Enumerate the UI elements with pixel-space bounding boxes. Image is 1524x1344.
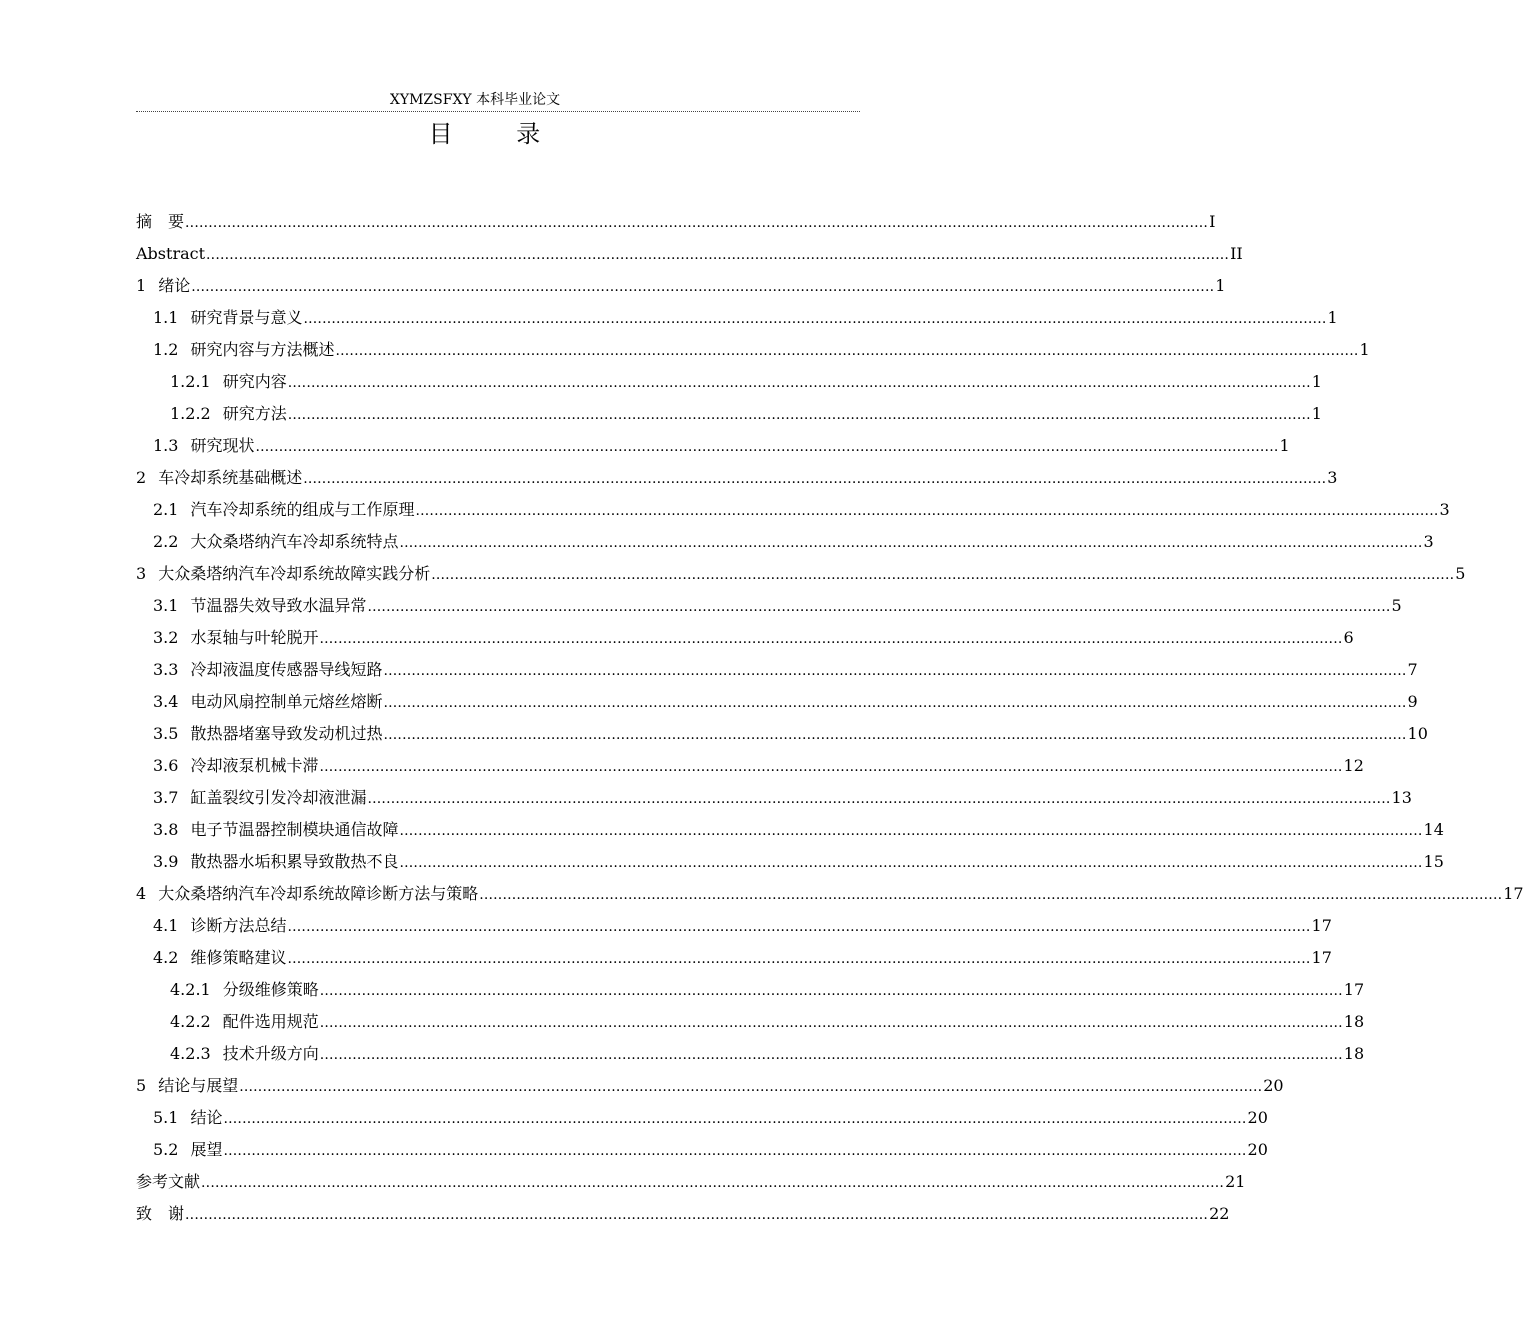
toc-entry-page-number: 1 xyxy=(1215,276,1226,295)
toc-entry-label: 绪论 xyxy=(158,276,191,295)
toc-entry-number: 1.2.2 xyxy=(170,404,211,423)
toc-entry-label: 电动风扇控制单元熔丝熔断 xyxy=(190,692,383,711)
toc-entry[interactable] xyxy=(136,1136,1268,1168)
toc-entry-page-number: 1 xyxy=(1359,340,1370,359)
toc-entry-label: 大众桑塔纳汽车冷却系统故障实践分析 xyxy=(158,564,431,583)
dot-leader: ............................................................................................................................................................................................................................ xyxy=(287,919,1311,935)
toc-entry-page-number: 18 xyxy=(1343,1044,1365,1063)
toc-entry-label: 研究内容与方法概述 xyxy=(190,340,335,359)
toc-entry-label: 结论与展望 xyxy=(158,1076,239,1095)
toc-entry-label: 大众桑塔纳汽车冷却系统故障诊断方法与策略 xyxy=(158,884,479,903)
toc-entry[interactable] xyxy=(136,624,1354,656)
toc-entry[interactable] xyxy=(136,816,1444,848)
toc-entry-page-number: 13 xyxy=(1391,788,1412,807)
toc-entry[interactable] xyxy=(136,368,1322,400)
toc-entry-label: 配件选用规范 xyxy=(222,1012,319,1031)
dot-leader: ............................................................................................................................................................................................................................ xyxy=(206,247,1230,263)
toc-entry-page-number: 12 xyxy=(1343,756,1364,775)
toc-entry-page-number: 21 xyxy=(1225,1172,1246,1191)
dot-leader: ............................................................................................................................................................................................................................ xyxy=(319,1047,1343,1063)
toc-entry[interactable] xyxy=(136,592,1402,624)
dot-leader: ............................................................................................................................................................................................................................ xyxy=(223,1143,1247,1159)
dot-leader: ............................................................................................................................................................................................................................ xyxy=(319,1015,1343,1031)
dot-leader: ............................................................................................................................................................................................................................ xyxy=(223,1111,1247,1127)
dot-leader: ............................................................................................................................................................................................................................ xyxy=(201,1175,1225,1191)
toc-entry-number: 5 xyxy=(136,1076,147,1095)
toc-entry-number: 4 xyxy=(136,884,147,903)
toc-entry-number: 3.9 xyxy=(153,852,179,871)
dot-leader: ............................................................................................................................................................................................................................ xyxy=(399,823,1423,839)
toc-entry[interactable] xyxy=(136,1072,1284,1104)
page-title: 目 录 xyxy=(428,120,569,148)
toc-entry[interactable] xyxy=(136,272,1226,304)
dot-leader: ............................................................................................................................................................................................................................ xyxy=(383,727,1407,743)
toc-entry[interactable] xyxy=(136,752,1364,784)
toc-entry-label: 研究内容 xyxy=(222,372,287,391)
toc-entry-label: 展望 xyxy=(190,1140,223,1159)
dot-leader: ............................................................................................................................................................................................................................ xyxy=(303,471,1327,487)
toc-entry-label: 维修策略建议 xyxy=(190,948,287,967)
toc-entry-number: 1.3 xyxy=(153,436,179,455)
toc-entry-page-number: 17 xyxy=(1311,948,1332,967)
toc-entry-label: 研究背景与意义 xyxy=(190,308,303,327)
toc-entry-label: 冷却液泵机械卡滞 xyxy=(190,756,319,775)
toc-entry-page-number: 14 xyxy=(1423,820,1444,839)
dot-leader: ............................................................................................................................................................................................................................ xyxy=(303,311,1327,327)
toc-entry[interactable] xyxy=(136,848,1444,880)
toc-entry[interactable] xyxy=(136,1104,1268,1136)
dot-leader: ............................................................................................................................................................................................................................ xyxy=(287,407,1311,423)
toc-entry-page-number: 22 xyxy=(1209,1204,1230,1223)
toc-entry-number: 3.3 xyxy=(153,660,179,679)
dot-leader: ............................................................................................................................................................................................................................ xyxy=(367,791,1391,807)
toc-entry[interactable] xyxy=(136,912,1332,944)
toc-entry-label: 结论 xyxy=(190,1108,223,1127)
toc-entry-number: 3 xyxy=(136,564,147,583)
toc-entry-number: 4.2 xyxy=(153,948,179,967)
toc-entry-label: 汽车冷却系统的组成与工作原理 xyxy=(190,500,415,519)
toc-entry-label: 车冷却系统基础概述 xyxy=(158,468,303,487)
toc-entry-page-number: 6 xyxy=(1343,628,1354,647)
dot-leader: ............................................................................................................................................................................................................................ xyxy=(319,759,1343,775)
dot-leader: ............................................................................................................................................................................................................................ xyxy=(367,599,1391,615)
toc-entry-number: 4.2.2 xyxy=(170,1012,211,1031)
dot-leader: ............................................................................................................................................................................................................................ xyxy=(287,375,1311,391)
toc-entry[interactable] xyxy=(136,656,1418,688)
toc-entry[interactable] xyxy=(136,1008,1365,1040)
toc-entry-page-number: 3 xyxy=(1423,532,1434,551)
toc-entry[interactable] xyxy=(136,432,1290,464)
toc-entry-label: 缸盖裂纹引发冷却液泄漏 xyxy=(190,788,367,807)
dot-leader: ............................................................................................................................................................................................................................ xyxy=(431,567,1455,583)
toc-entry-page-number: 3 xyxy=(1327,468,1338,487)
toc-entry[interactable] xyxy=(136,528,1434,560)
toc-entry-label: 研究现状 xyxy=(190,436,255,455)
toc-entry-label: 水泵轴与叶轮脱开 xyxy=(190,628,319,647)
toc-entry-label: 分级维修策略 xyxy=(222,980,319,999)
toc-entry-page-number: 1 xyxy=(1279,436,1290,455)
dot-leader: ............................................................................................................................................................................................................................ xyxy=(383,663,1407,679)
toc-entry-number: 3.8 xyxy=(153,820,179,839)
toc-entry-page-number: 1 xyxy=(1311,372,1322,391)
toc-entry-page-number: I xyxy=(1209,212,1216,231)
toc-entry[interactable] xyxy=(136,1200,1230,1232)
dot-leader: ............................................................................................................................................................................................................................ xyxy=(335,343,1359,359)
toc-entry[interactable] xyxy=(136,1040,1365,1072)
toc-entry-page-number: 17 xyxy=(1503,884,1524,903)
toc-entry-number: 1 xyxy=(136,276,147,295)
header-divider xyxy=(136,111,860,112)
toc-entry[interactable] xyxy=(136,560,1466,592)
running-header: XYMZSFXY 本科毕业论文 xyxy=(389,92,561,108)
toc-entry-number: 3.6 xyxy=(153,756,179,775)
toc-entry-number: 5.1 xyxy=(153,1108,179,1127)
dot-leader: ............................................................................................................................................................................................................................ xyxy=(255,439,1279,455)
dot-leader: ............................................................................................................................................................................................................................ xyxy=(287,951,1311,967)
toc-entry[interactable] xyxy=(136,208,1216,240)
toc-entry-label: 诊断方法总结 xyxy=(190,916,287,935)
toc-entry-number: 2.2 xyxy=(153,532,179,551)
toc-entry-page-number: 10 xyxy=(1407,724,1428,743)
toc-entry-page-number: 20 xyxy=(1247,1108,1268,1127)
toc-entry[interactable] xyxy=(136,880,1524,912)
toc-entry[interactable] xyxy=(136,1168,1246,1200)
toc-entry-number: 3.7 xyxy=(153,788,179,807)
toc-entry-number: 1.2 xyxy=(153,340,179,359)
toc-entry-page-number: 3 xyxy=(1439,500,1450,519)
toc-entry[interactable] xyxy=(136,944,1332,976)
toc-entry-number: 4.2.3 xyxy=(170,1044,211,1063)
toc-entry-label: 散热器水垢积累导致散热不良 xyxy=(190,852,399,871)
toc-entry[interactable] xyxy=(136,400,1322,432)
toc-entry-page-number: 18 xyxy=(1343,1012,1365,1031)
dot-leader: ............................................................................................................................................................................................................................ xyxy=(185,215,1209,231)
toc-entry-page-number: 17 xyxy=(1311,916,1332,935)
toc-entry-page-number: 5 xyxy=(1391,596,1402,615)
toc-entry-page-number: 1 xyxy=(1327,308,1338,327)
toc-entry-page-number: 7 xyxy=(1407,660,1418,679)
toc-entry-page-number: 1 xyxy=(1311,404,1322,423)
toc-entry-label: 散热器堵塞导致发动机过热 xyxy=(190,724,383,743)
toc-entry[interactable] xyxy=(136,336,1370,368)
toc-entry[interactable] xyxy=(136,720,1428,752)
toc-entry-page-number: 9 xyxy=(1407,692,1418,711)
toc-entry-page-number: II xyxy=(1230,244,1243,263)
toc-entry[interactable] xyxy=(136,496,1450,528)
toc-entry-number: 4.2.1 xyxy=(170,980,211,999)
toc-entry-page-number: 5 xyxy=(1455,564,1466,583)
toc-entry[interactable] xyxy=(136,240,1243,272)
toc-entry-label: 致 谢 xyxy=(136,1204,185,1223)
toc-entry[interactable] xyxy=(136,688,1418,720)
toc-entry-page-number: 20 xyxy=(1247,1140,1268,1159)
toc-entry[interactable] xyxy=(136,464,1338,496)
dot-leader: ............................................................................................................................................................................................................................ xyxy=(399,535,1423,551)
toc-entry-number: 1.2.1 xyxy=(170,372,211,391)
toc-entry-label: 大众桑塔纳汽车冷却系统特点 xyxy=(190,532,399,551)
toc-entry-label: 参考文献 xyxy=(136,1172,201,1191)
toc-entry-number: 5.2 xyxy=(153,1140,179,1159)
toc-entry-page-number: 15 xyxy=(1423,852,1444,871)
toc-entry-label: 节温器失效导致水温异常 xyxy=(190,596,367,615)
toc-entry-label: 冷却液温度传感器导线短路 xyxy=(190,660,383,679)
dot-leader: ............................................................................................................................................................................................................................ xyxy=(399,855,1423,871)
dot-leader: ............................................................................................................................................................................................................................ xyxy=(191,279,1215,295)
dot-leader: ............................................................................................................................................................................................................................ xyxy=(479,887,1503,903)
toc-entry-page-number: 17 xyxy=(1343,980,1365,999)
toc-entry[interactable] xyxy=(136,784,1412,816)
toc-entry-number: 1.1 xyxy=(153,308,179,327)
toc-entry-number: 3.5 xyxy=(153,724,179,743)
toc-entry-label: 电子节温器控制模块通信故障 xyxy=(190,820,399,839)
dot-leader: ............................................................................................................................................................................................................................ xyxy=(383,695,1407,711)
table-of-contents xyxy=(136,208,1524,1232)
toc-entry[interactable] xyxy=(136,976,1365,1008)
toc-entry-number: 3.2 xyxy=(153,628,179,647)
toc-entry-number: 3.4 xyxy=(153,692,179,711)
dot-leader: ............................................................................................................................................................................................................................ xyxy=(319,631,1343,647)
toc-entry-label: 技术升级方向 xyxy=(222,1044,319,1063)
toc-entry-label: Abstract xyxy=(136,244,206,263)
dot-leader: ............................................................................................................................................................................................................................ xyxy=(319,983,1343,999)
toc-entry-label: 研究方法 xyxy=(222,404,287,423)
toc-entry-number: 4.1 xyxy=(153,916,179,935)
toc-entry-number: 3.1 xyxy=(153,596,179,615)
dot-leader: ............................................................................................................................................................................................................................ xyxy=(185,1207,1209,1223)
toc-entry-page-number: 20 xyxy=(1263,1076,1284,1095)
dot-leader: ............................................................................................................................................................................................................................ xyxy=(239,1079,1263,1095)
toc-entry-number: 2.1 xyxy=(153,500,179,519)
toc-entry[interactable] xyxy=(136,304,1338,336)
dot-leader: ............................................................................................................................................................................................................................ xyxy=(415,503,1439,519)
toc-entry-label: 摘 要 xyxy=(136,212,185,231)
toc-entry-number: 2 xyxy=(136,468,147,487)
